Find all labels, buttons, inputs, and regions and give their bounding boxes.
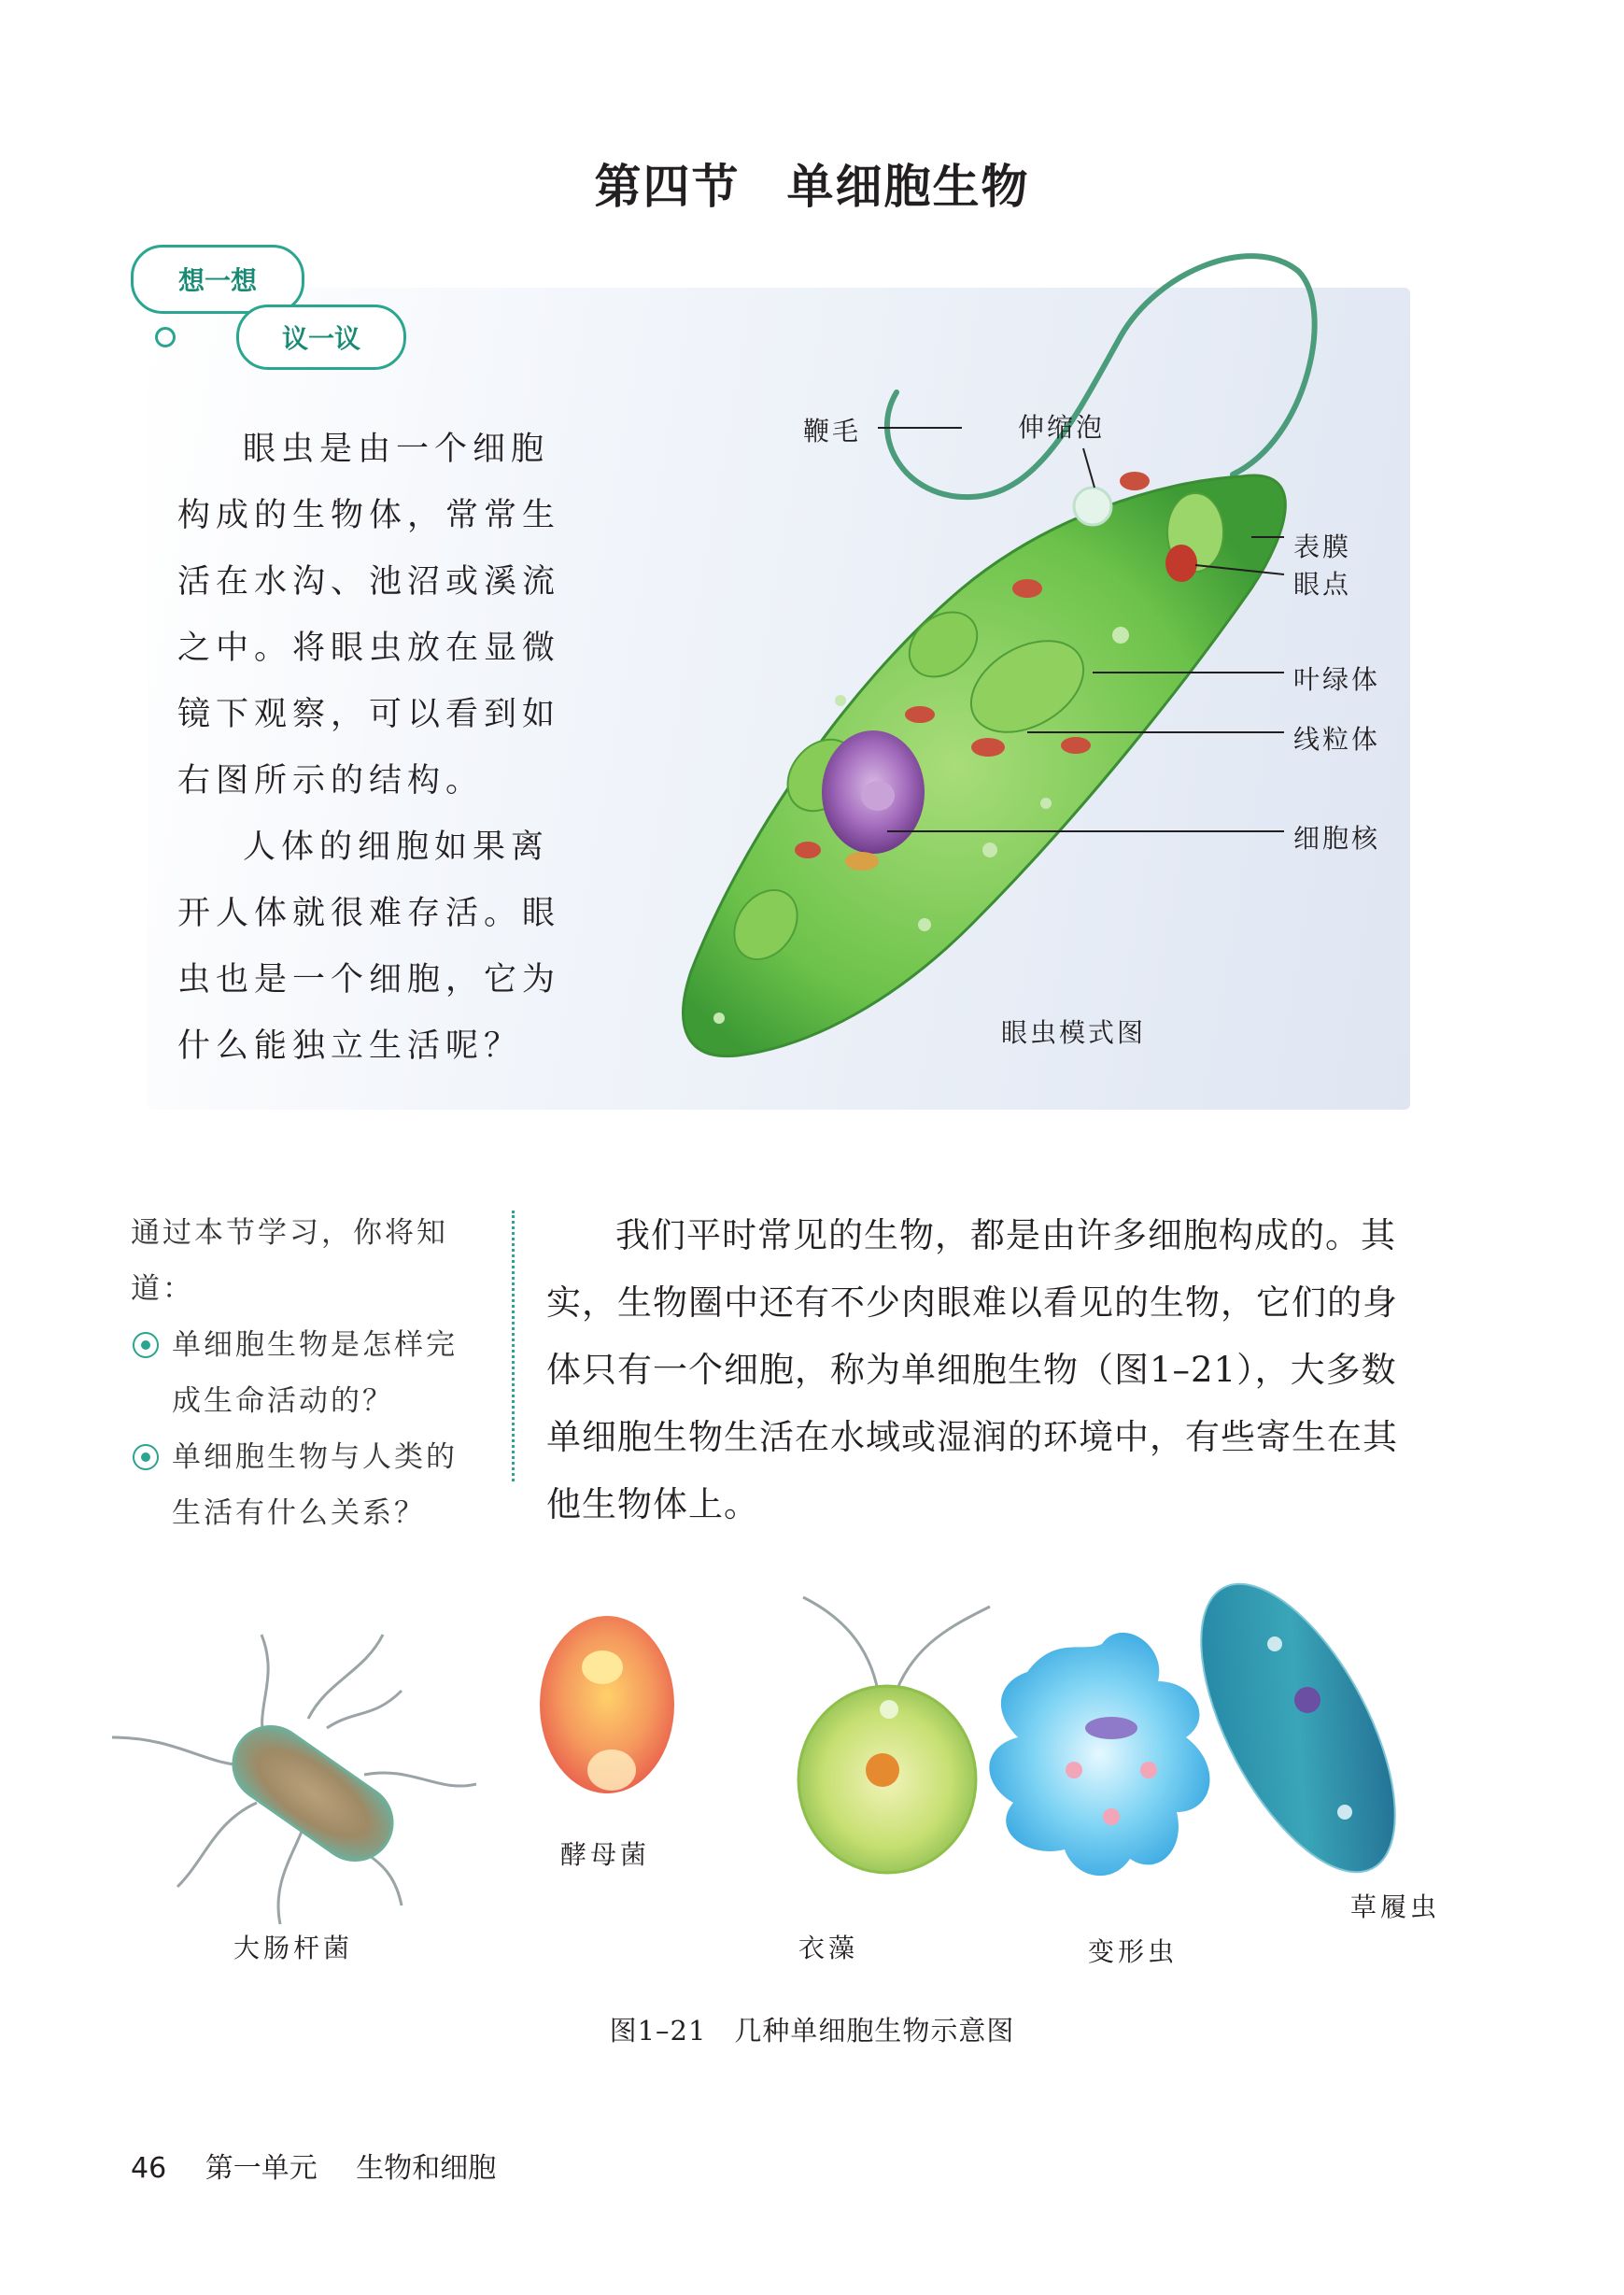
label-nucleus: 细胞核 [1293,823,1381,854]
label-amoeba: 变形虫 [1088,1936,1179,1967]
ecoli-body [219,1712,407,1876]
eyespot [1165,545,1197,582]
unit-title: 生物和细胞 [356,2152,497,2185]
learning-goal-text: 单细胞生物是怎样完成生命活动的？ [172,1328,458,1418]
unit-number: 第一单元 [205,2152,318,2185]
think-paragraph-2: 人体的细胞如果离开人体就很难存活。眼虫也是一个细胞，它为什么能独立生活呢？ [177,829,561,1065]
section-name: 单细胞生物 [786,160,1030,214]
amoeba-body [989,1633,1209,1876]
figure-number: 图1–21 [609,2015,707,2047]
label-flagellum: 鞭毛 [803,416,862,446]
figure-caption-text: 几种单细胞生物示意图 [734,2015,1015,2047]
learning-goal-text: 单细胞生物与人类的生活有什么关系？ [172,1440,458,1530]
mitochondrion-2 [971,738,1005,757]
think-paragraph-1: 眼虫是由一个细胞构成的生物体，常常生活在水沟、池沼或溪流之中。将眼虫放在显微镜下观察，可以看到如右图所示的结构。 [177,431,561,800]
chlamydomonas-flagella [803,1597,990,1691]
label-chloroplast: 叶绿体 [1293,664,1381,695]
main-text [546,1202,1424,1538]
learning-goal-item [131,1317,486,1429]
label-eyespot: 眼点 [1293,569,1352,600]
label-ecoli: 大肠杆菌 [233,1933,354,1963]
think-bubble: 想一想 [131,245,304,314]
page-title [0,149,1624,217]
bubble-dot [155,327,176,347]
think-discuss-text [177,417,570,1080]
organisms-illustration [93,1579,1476,1971]
flagellum-shape [887,256,1315,497]
section-number: 第四节 [594,160,741,214]
mitochondrion-3 [905,706,935,723]
euglena-caption: 眼虫模式图 [1001,1017,1147,1048]
target-icon [133,1332,159,1358]
learning-goal-item [131,1429,486,1541]
target-icon [133,1444,159,1470]
label-contractile-vacuole: 伸缩泡 [1018,412,1106,443]
paramecium-body [1162,1579,1434,1901]
mitochondrion-1 [1120,472,1150,490]
mitochondrion-5 [1012,579,1042,598]
main-paragraph: 我们平时常见的生物，都是由许多细胞构成的。其实，生物圈中还有不少肉眼难以看见的生物，它们的身体只有一个细胞，称为单细胞生物（图1–21），大多数单细胞生物生活在水域或湿润的环境中，有些寄生在其他生物体上。 [546,1215,1398,1524]
learning-goals [131,1205,486,1541]
page-footer [131,2145,526,2186]
label-paramecium: 草履虫 [1350,1891,1441,1922]
pyrenoid [845,852,879,871]
euglena-illustration [598,252,1401,1074]
sidebar-divider [512,1211,515,1481]
mitochondrion-6 [795,842,821,858]
mitochondrion-4 [1061,737,1091,754]
label-chlamydomonas: 衣藻 [798,1933,859,1963]
contractile-vacuole [1074,488,1111,525]
page-number: 46 [131,2152,167,2185]
learning-goals-intro: 通过本节学习，你将知道： [131,1216,448,1306]
figure-caption [0,2010,1624,2048]
nucleolus [861,781,895,811]
label-yeast: 酵母菌 [560,1839,651,1870]
label-membrane: 表膜 [1293,531,1352,562]
label-mitochondria: 线粒体 [1293,724,1381,755]
discuss-bubble: 议一议 [236,305,406,370]
